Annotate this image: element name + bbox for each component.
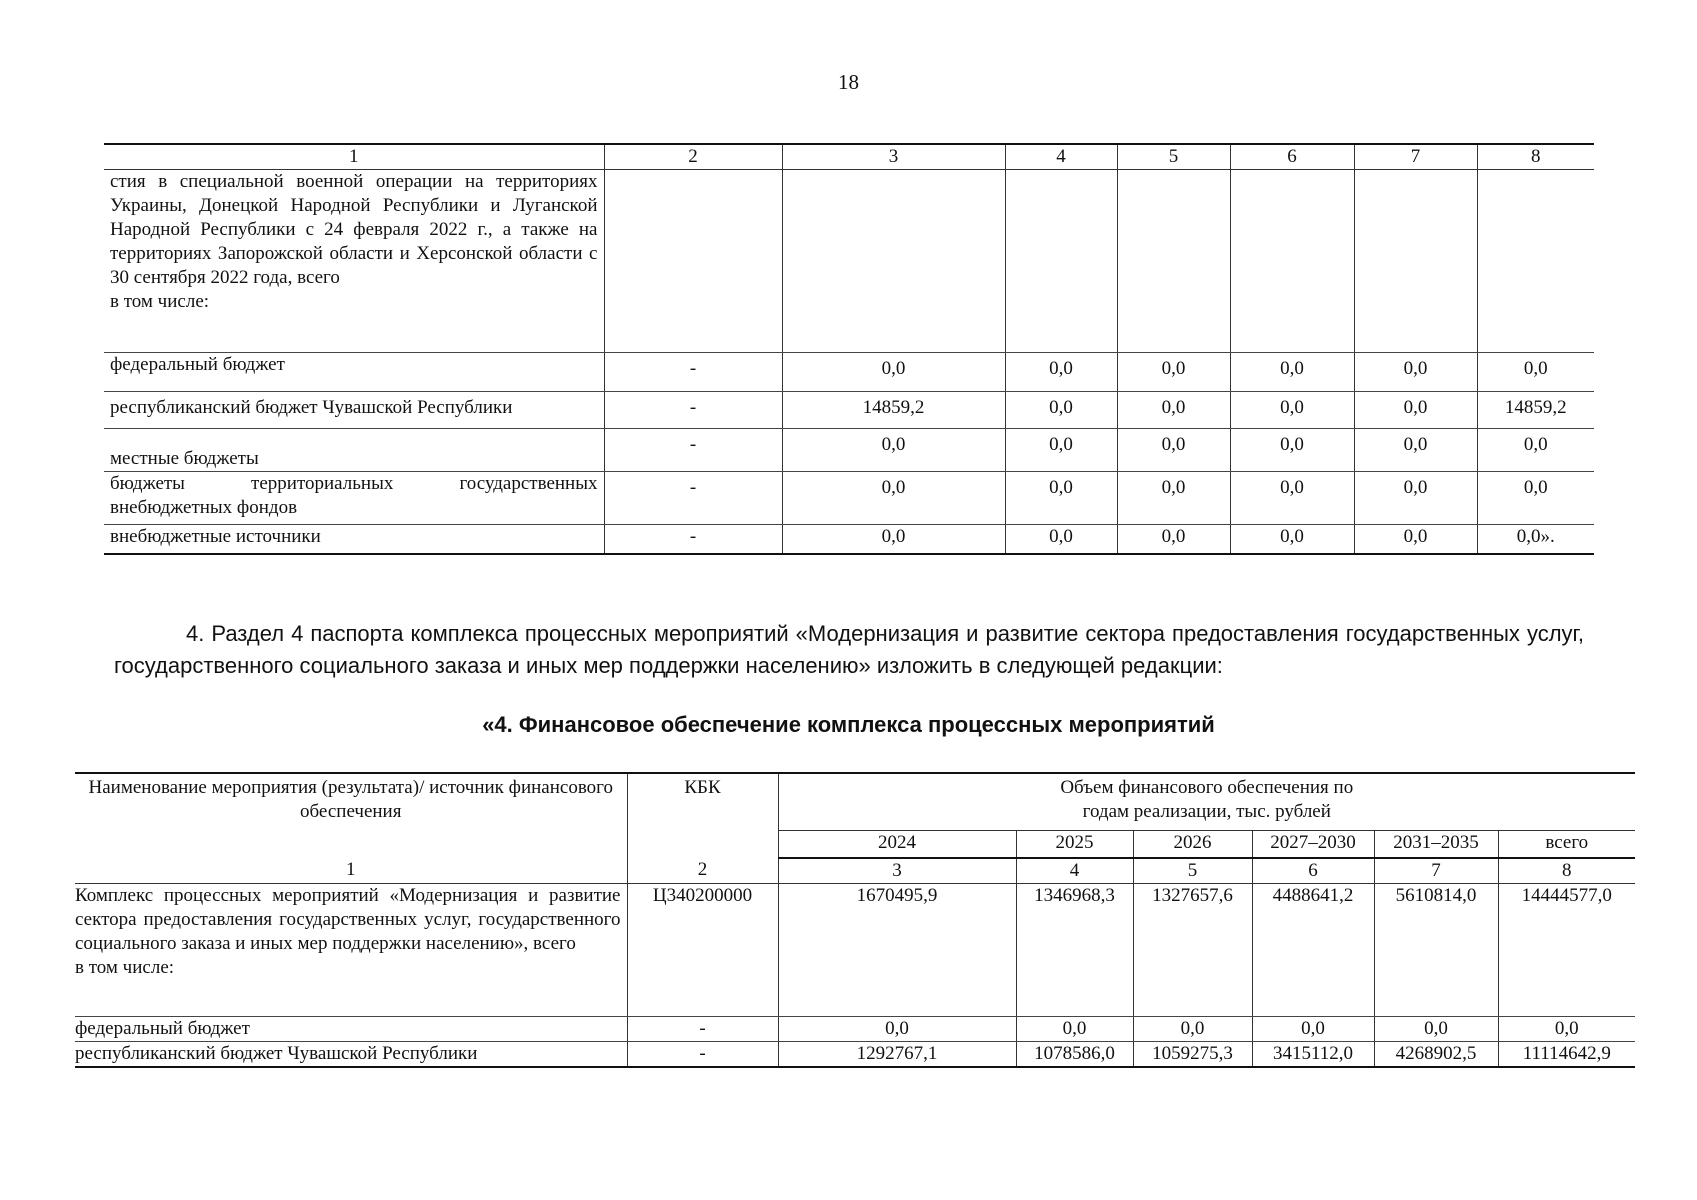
year-header: 2027–2030 — [1252, 831, 1374, 859]
col-number: 6 — [1252, 858, 1374, 884]
value-cell: 14859,2 — [1477, 392, 1594, 429]
value-cell: 14859,2 — [782, 392, 1005, 429]
value-cell: 14444577,0 — [1498, 884, 1635, 1017]
kbk-cell: - — [604, 353, 782, 392]
value-cell: 1059275,3 — [1133, 1042, 1252, 1068]
year-header: 2024 — [778, 831, 1016, 859]
kbk-cell: - — [604, 429, 782, 472]
value-cell: 0,0 — [1117, 472, 1230, 525]
volume-header: Объем финансового обеспечения по годам реализации, тыс. рублей — [778, 773, 1635, 831]
value-cell: 4488641,2 — [1252, 884, 1374, 1017]
value-cell: 0,0 — [1230, 429, 1354, 472]
value-cell: 0,0 — [1477, 472, 1594, 525]
col-name-header: Наименование мероприятия (результата)/ источник финансового обеспечения — [75, 773, 627, 858]
value-cell: 5610814,0 — [1374, 884, 1498, 1017]
value-cell: 1346968,3 — [1016, 884, 1133, 1017]
page-number: 18 — [838, 70, 859, 94]
value-cell: 1078586,0 — [1016, 1042, 1133, 1068]
value-cell: 0,0». — [1477, 525, 1594, 555]
value-cell: 0,0 — [1252, 1017, 1374, 1042]
row-label: республиканский бюджет Чувашской Республики — [75, 1042, 627, 1068]
row-label — [104, 472, 604, 525]
year-header: всего — [1498, 831, 1635, 859]
value-cell: 0,0 — [782, 472, 1005, 525]
value-cell: 0,0 — [1477, 353, 1594, 392]
col-number: 5 — [1117, 144, 1230, 170]
value-cell: 0,0 — [782, 353, 1005, 392]
column-number-row — [104, 144, 1594, 170]
table-row — [104, 525, 1594, 555]
value-cell: 1327657,6 — [1133, 884, 1252, 1017]
col-number: 1 — [104, 144, 604, 170]
row-label: федеральный бюджет — [75, 1017, 627, 1042]
table-row — [75, 884, 1635, 1017]
value-cell: 1292767,1 — [778, 1042, 1016, 1068]
table-row — [104, 392, 1594, 429]
value-cell: 3415112,0 — [1252, 1042, 1374, 1068]
year-header: 2031–2035 — [1374, 831, 1498, 859]
col-number: 6 — [1230, 144, 1354, 170]
value-cell: 0,0 — [1117, 392, 1230, 429]
main-row-sub: в том числе: — [75, 957, 175, 978]
value-cell: 0,0 — [1354, 353, 1477, 392]
value-cell: 0,0 — [1117, 429, 1230, 472]
col-number: 7 — [1374, 858, 1498, 884]
kbk-cell: - — [604, 392, 782, 429]
row-label: внебюджетные источники — [104, 525, 604, 555]
intro-text: стия в специальной военной операции на территориях Украины, Донецкой Народной Республики и Луганской Народной Республики с 24 февраля 2022 г., а также на территориях Запорожской области и Херсонской области с 30 сентября 2022 года, всего — [110, 171, 598, 288]
intro-sub: в том числе: — [110, 291, 210, 312]
value-cell: 0,0 — [1016, 1017, 1133, 1042]
value-cell: 0,0 — [1005, 472, 1117, 525]
table-row — [104, 353, 1594, 392]
value-cell: 0,0 — [1354, 472, 1477, 525]
column-number-row — [75, 858, 1635, 884]
kbk-cell: - — [627, 1017, 778, 1042]
table-row — [104, 170, 1594, 353]
value-cell: 0,0 — [1005, 429, 1117, 472]
row-label: местные бюджеты — [104, 429, 604, 472]
value-cell: 0,0 — [1005, 525, 1117, 555]
kbk-cell: Ц340200000 — [627, 884, 778, 1017]
row-label: республиканский бюджет Чувашской Республики — [104, 392, 604, 429]
row-label — [104, 170, 604, 353]
kbk-cell: - — [604, 472, 782, 525]
year-header: 2026 — [1133, 831, 1252, 859]
value-cell: 1670495,9 — [778, 884, 1016, 1017]
value-cell: 0,0 — [1230, 525, 1354, 555]
value-cell: 0,0 — [782, 525, 1005, 555]
value-cell: 0,0 — [782, 429, 1005, 472]
financing-table — [75, 772, 1635, 1068]
value-cell: 0,0 — [1005, 392, 1117, 429]
financing-table-continuation — [104, 143, 1594, 555]
col-number: 3 — [782, 144, 1005, 170]
value-cell: 0,0 — [1117, 353, 1230, 392]
col-kbk-header: КБК — [627, 773, 778, 858]
col-number: 7 — [1354, 144, 1477, 170]
value-cell: 0,0 — [1354, 429, 1477, 472]
col-number: 8 — [1498, 858, 1635, 884]
value-cell: 0,0 — [1477, 429, 1594, 472]
value-cell: 4268902,5 — [1374, 1042, 1498, 1068]
year-header: 2025 — [1016, 831, 1133, 859]
table-row — [75, 1042, 1635, 1068]
value-cell: 0,0 — [1354, 525, 1477, 555]
value-cell: 11114642,9 — [1498, 1042, 1635, 1068]
value-cell: 0,0 — [1005, 353, 1117, 392]
amendment-paragraph: 4. Раздел 4 паспорта комплекса процессных мероприятий «Модернизация и развитие сектора предоставления государственных услуг, государственного социального заказа и иных мер поддержки населению» изложить в следующей редакции: — [114, 621, 1584, 678]
row-label-text: бюджеты территориальных государственных внебюджетных фондов — [110, 473, 598, 518]
row-label: федеральный бюджет — [104, 353, 604, 392]
kbk-cell: - — [627, 1042, 778, 1068]
col-number: 1 — [75, 858, 627, 884]
value-cell: 0,0 — [1117, 525, 1230, 555]
value-cell: 0,0 — [1374, 1017, 1498, 1042]
value-cell: 0,0 — [1230, 472, 1354, 525]
col-number: 5 — [1133, 858, 1252, 884]
header-row — [75, 773, 1635, 831]
value-cell: 0,0 — [1230, 353, 1354, 392]
col-number: 4 — [1016, 858, 1133, 884]
table-row — [75, 1017, 1635, 1042]
value-cell: 0,0 — [1498, 1017, 1635, 1042]
col-number: 3 — [778, 858, 1016, 884]
col-number: 8 — [1477, 144, 1594, 170]
col-number: 4 — [1005, 144, 1117, 170]
value-cell: 0,0 — [778, 1017, 1016, 1042]
section-heading: «4. Финансовое обеспечение комплекса процессных мероприятий — [482, 712, 1215, 737]
value-cell: 0,0 — [1230, 392, 1354, 429]
value-cell: 0,0 — [1133, 1017, 1252, 1042]
row-label — [75, 884, 627, 1017]
kbk-cell: - — [604, 525, 782, 555]
col-number: 2 — [604, 144, 782, 170]
table-row — [104, 472, 1594, 525]
table-row — [104, 429, 1594, 472]
main-row-name: Комплекс процессных мероприятий «Модернизация и развитие сектора предоставления государственных услуг, государственного социального заказа и иных мер поддержки населению», всего — [75, 885, 621, 954]
col-number: 2 — [627, 858, 778, 884]
value-cell: 0,0 — [1354, 392, 1477, 429]
